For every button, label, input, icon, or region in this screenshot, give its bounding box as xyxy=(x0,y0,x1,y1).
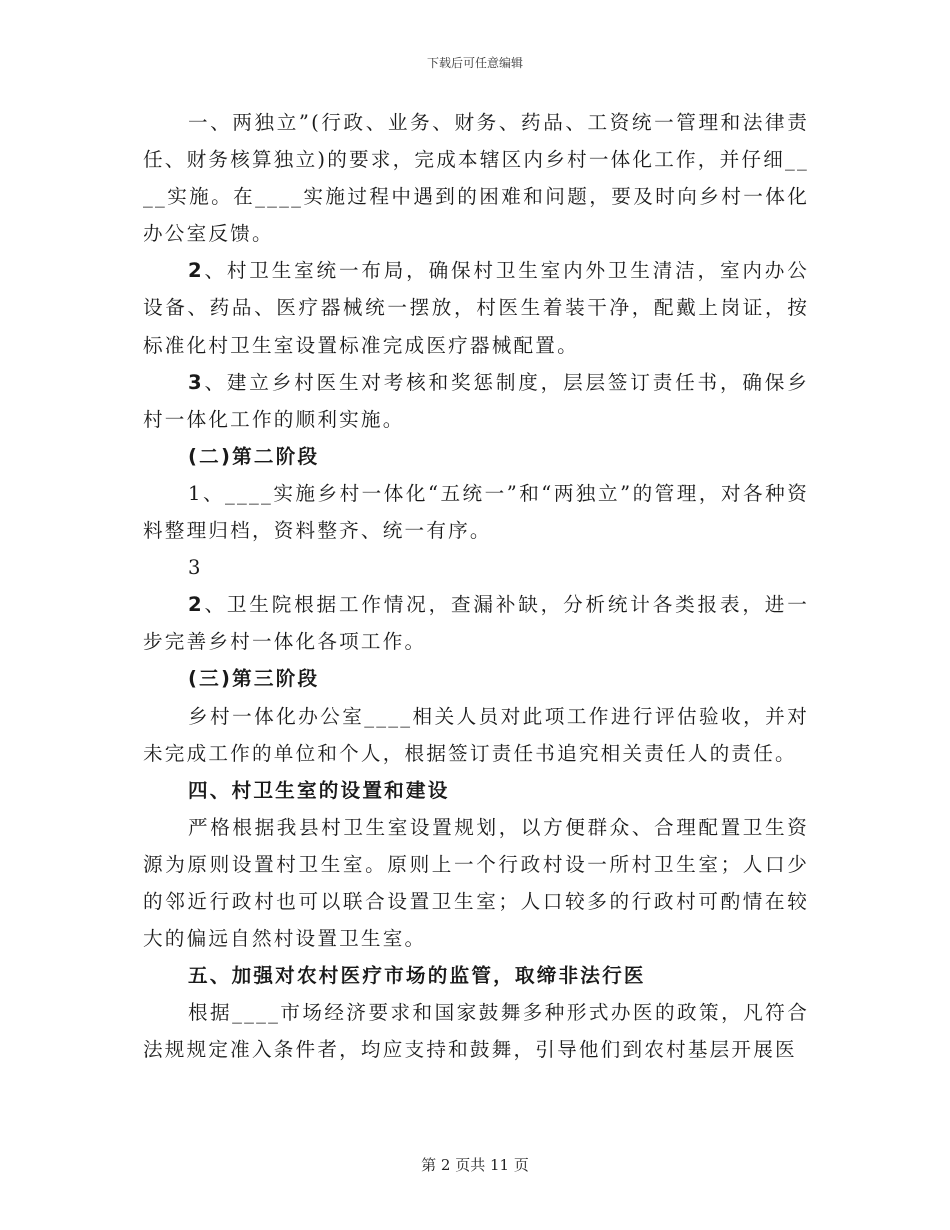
paragraph-text: 3 xyxy=(188,556,203,580)
paragraph-text: 一、两独立”(行政、业务、财务、药品、工资统一管理和法律责任、财务核算独立)的要求，完成本辖区内乡村一体化工作，并仔细____实施。在____实施过程中遇到的困难和问题，要及时向乡村一体化办公室反馈。 xyxy=(143,111,809,246)
paragraph xyxy=(143,549,809,586)
document-body xyxy=(143,104,809,1068)
section-heading: 五、加强对农村医疗市场的监管，取缔非法行医 xyxy=(188,964,646,988)
section-heading: (三)第三阶段 xyxy=(188,667,320,691)
paragraph-text: 根据____市场经济要求和国家鼓舞多种形式办医的政策，凡符合法规规定准入条件者，均应支持和鼓舞，引导他们到农村基层开展医 xyxy=(143,1001,809,1062)
item-number: 2 xyxy=(188,593,204,617)
page-number-footer: 第 2 页共 11 页 xyxy=(421,1156,529,1174)
paragraph xyxy=(143,252,809,363)
paragraph xyxy=(143,586,809,660)
paragraph xyxy=(143,364,809,438)
paragraph-text: 乡村一体化办公室____相关人员对此项工作进行评估验收，并对未完成工作的单位和个人，根据签订责任书追究相关责任人的责任。 xyxy=(143,704,809,765)
paragraph-text: 严格根据我县村卫生室设置规划，以方便群众、合理配置卫生资源为原则设置村卫生室。原则上一个行政村设一所村卫生室；人口少的邻近行政村也可以联合设置卫生室；人口较多的行政村可酌情在较大的偏远自然村设置卫生室。 xyxy=(143,815,809,951)
section-heading: 四、村卫生室的设置和建设 xyxy=(188,778,450,802)
section-heading: (二)第二阶段 xyxy=(188,444,320,468)
paragraph xyxy=(143,809,809,957)
paragraph-text: 、村卫生室统一布局，确保村卫生室内外卫生清洁，室内办公设备、药品、医疗器械统一摆放，村医生着装干净，配戴上岗证，按标准化村卫生室设置标准完成医疗器械配置。 xyxy=(143,259,809,357)
item-number: 2 xyxy=(188,259,204,283)
paragraph xyxy=(143,104,809,252)
paragraph-text: 、建立乡村医生对考核和奖惩制度，层层签订责任书，确保乡村一体化工作的顺利实施。 xyxy=(143,370,809,431)
page-header: 下载后可任意编辑 xyxy=(426,56,523,70)
paragraph xyxy=(143,475,809,549)
paragraph-text: 1、____实施乡村一体化“五统一”和“两独立”的管理，对各种资料整理归档，资料整齐、统一有序。 xyxy=(143,481,809,543)
item-number: 3 xyxy=(188,370,204,394)
paragraph xyxy=(143,994,809,1068)
paragraph-text: 、卫生院根据工作情况，查漏补缺，分析统计各类报表，进一步完善乡村一体化各项工作。 xyxy=(143,593,809,654)
paragraph xyxy=(143,698,809,772)
